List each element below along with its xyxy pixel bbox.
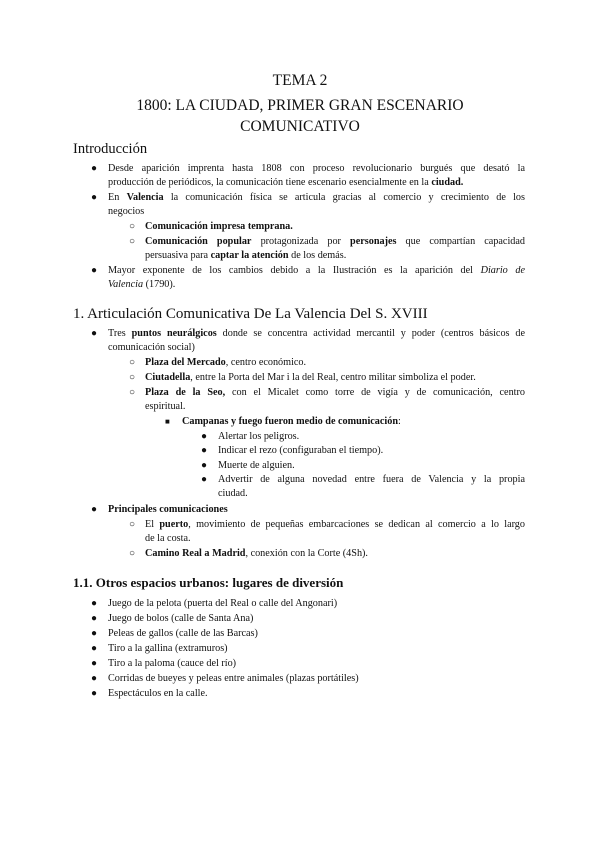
list-item: Juego de la pelota (puerta del Real o calle del Angonari): [108, 598, 338, 609]
intro-b3-line2: Valencia (1790).: [108, 279, 176, 290]
s1-b2: Principales comunicaciones: [108, 504, 228, 515]
s1-e1-line1: El puerto, movimiento de pequeñas embarcaciones se dedican al comercio a lo largo: [145, 519, 525, 530]
bullet-icon: ○: [129, 221, 136, 232]
bullet-icon: ●: [91, 192, 98, 203]
bullet-icon: ■: [165, 417, 170, 426]
s1-plaza-seo-line1: Plaza de la Seo, con el Micalet como torre de vigía y de comunicación, centro: [145, 387, 525, 398]
s1-b1-line2: comunicación social): [108, 342, 195, 353]
tema-label: TEMA 2: [272, 72, 328, 89]
s1-d4-line2: ciudad.: [218, 488, 248, 499]
bullet-icon: ○: [129, 357, 136, 368]
bullet-icon: ●: [91, 328, 98, 339]
bullet-icon: ●: [91, 504, 98, 515]
bullet-icon: ○: [129, 372, 136, 383]
s1-e2: Camino Real a Madrid, conexión con la Corte (4Sh).: [145, 548, 368, 559]
intro-b2-line2: negocios: [108, 206, 145, 217]
list-item: Peleas de gallos (calle de las Barcas): [108, 628, 258, 639]
bullet-icon: ○: [129, 548, 136, 559]
bullet-icon: ○: [129, 236, 136, 247]
bullet-icon: ●: [201, 460, 208, 471]
bullet-icon: ●: [91, 673, 98, 684]
s1-d2: Indicar el rezo (configuraban el tiempo).: [218, 445, 384, 456]
bullet-icon: ●: [201, 431, 208, 442]
bullet-icon: ●: [91, 163, 98, 174]
page-title-line2: COMUNICATIVO: [240, 118, 360, 135]
intro-b1-line1: Desde aparición imprenta hasta 1808 con proceso revolucionario burgués que desató la: [108, 163, 525, 174]
s1-e1-line2: de la costa.: [145, 533, 191, 544]
intro-heading: Introducción: [73, 141, 148, 157]
bullet-icon: ●: [91, 598, 98, 609]
intro-sub2-line1: Comunicación popular protagonizada por personajes que compartían capacidad: [145, 236, 525, 247]
bullet-icon: ●: [91, 688, 98, 699]
s1-b1-line1: Tres puntos neurálgicos donde se concentra actividad mercantil y poder (centros básicos de: [108, 328, 525, 339]
intro-b1-line2: producción de periódicos, la comunicación tiene escenario esencialmente en la ciudad.: [108, 177, 464, 188]
list-item: Juego de bolos (calle de Santa Ana): [108, 613, 254, 624]
section1-heading: 1. Articulación Comunicativa De La Valencia Del S. XVIII: [73, 306, 428, 322]
list-item: Espectáculos en la calle.: [108, 688, 208, 699]
s1-d1: Alertar los peligros.: [218, 431, 300, 442]
s1-d3: Muerte de alguien.: [218, 460, 295, 471]
bullet-icon: ●: [201, 474, 208, 485]
bullet-icon: ●: [91, 265, 98, 276]
list-item: Tiro a la gallina (extramuros): [108, 643, 228, 654]
intro-sub1: Comunicación impresa temprana.: [145, 221, 293, 232]
intro-sub2-line2: persuasiva para captar la atención de los demás.: [145, 250, 347, 261]
intro-b2-line1: En Valencia la comunicación física se articula gracias al comercio y crecimiento de los: [108, 192, 525, 203]
intro-b3-line1: Mayor exponente de los cambios debido a la Ilustración es la aparición del Diario de: [108, 265, 525, 276]
bullet-icon: ●: [91, 658, 98, 669]
s1-ciutadella: Ciutadella, entre la Porta del Mar i la del Real, centro militar simboliza el poder.: [145, 372, 476, 383]
bullet-icon: ●: [201, 445, 208, 456]
bullet-icon: ●: [91, 613, 98, 624]
bullet-icon: ●: [91, 643, 98, 654]
bullet-icon: ○: [129, 387, 136, 398]
s1-campanas: Campanas y fuego fueron medio de comunicación:: [182, 416, 401, 427]
section11-heading: 1.1. Otros espacios urbanos: lugares de diversión: [73, 575, 344, 590]
bullet-icon: ●: [91, 628, 98, 639]
list-item: Tiro a la paloma (cauce del río): [108, 658, 237, 669]
list-item: Corridas de bueyes y peleas entre animales (plazas portátiles): [108, 673, 359, 684]
s1-d4-line1: Advertir de alguna novedad entre fuera de Valencia y la propia: [218, 474, 525, 485]
s1-plaza-mercado: Plaza del Mercado, centro económico.: [145, 357, 307, 368]
s1-plaza-seo-line2: espiritual.: [145, 401, 186, 412]
bullet-icon: ○: [129, 519, 136, 530]
page-title-line1: 1800: LA CIUDAD, PRIMER GRAN ESCENARIO: [136, 97, 464, 114]
